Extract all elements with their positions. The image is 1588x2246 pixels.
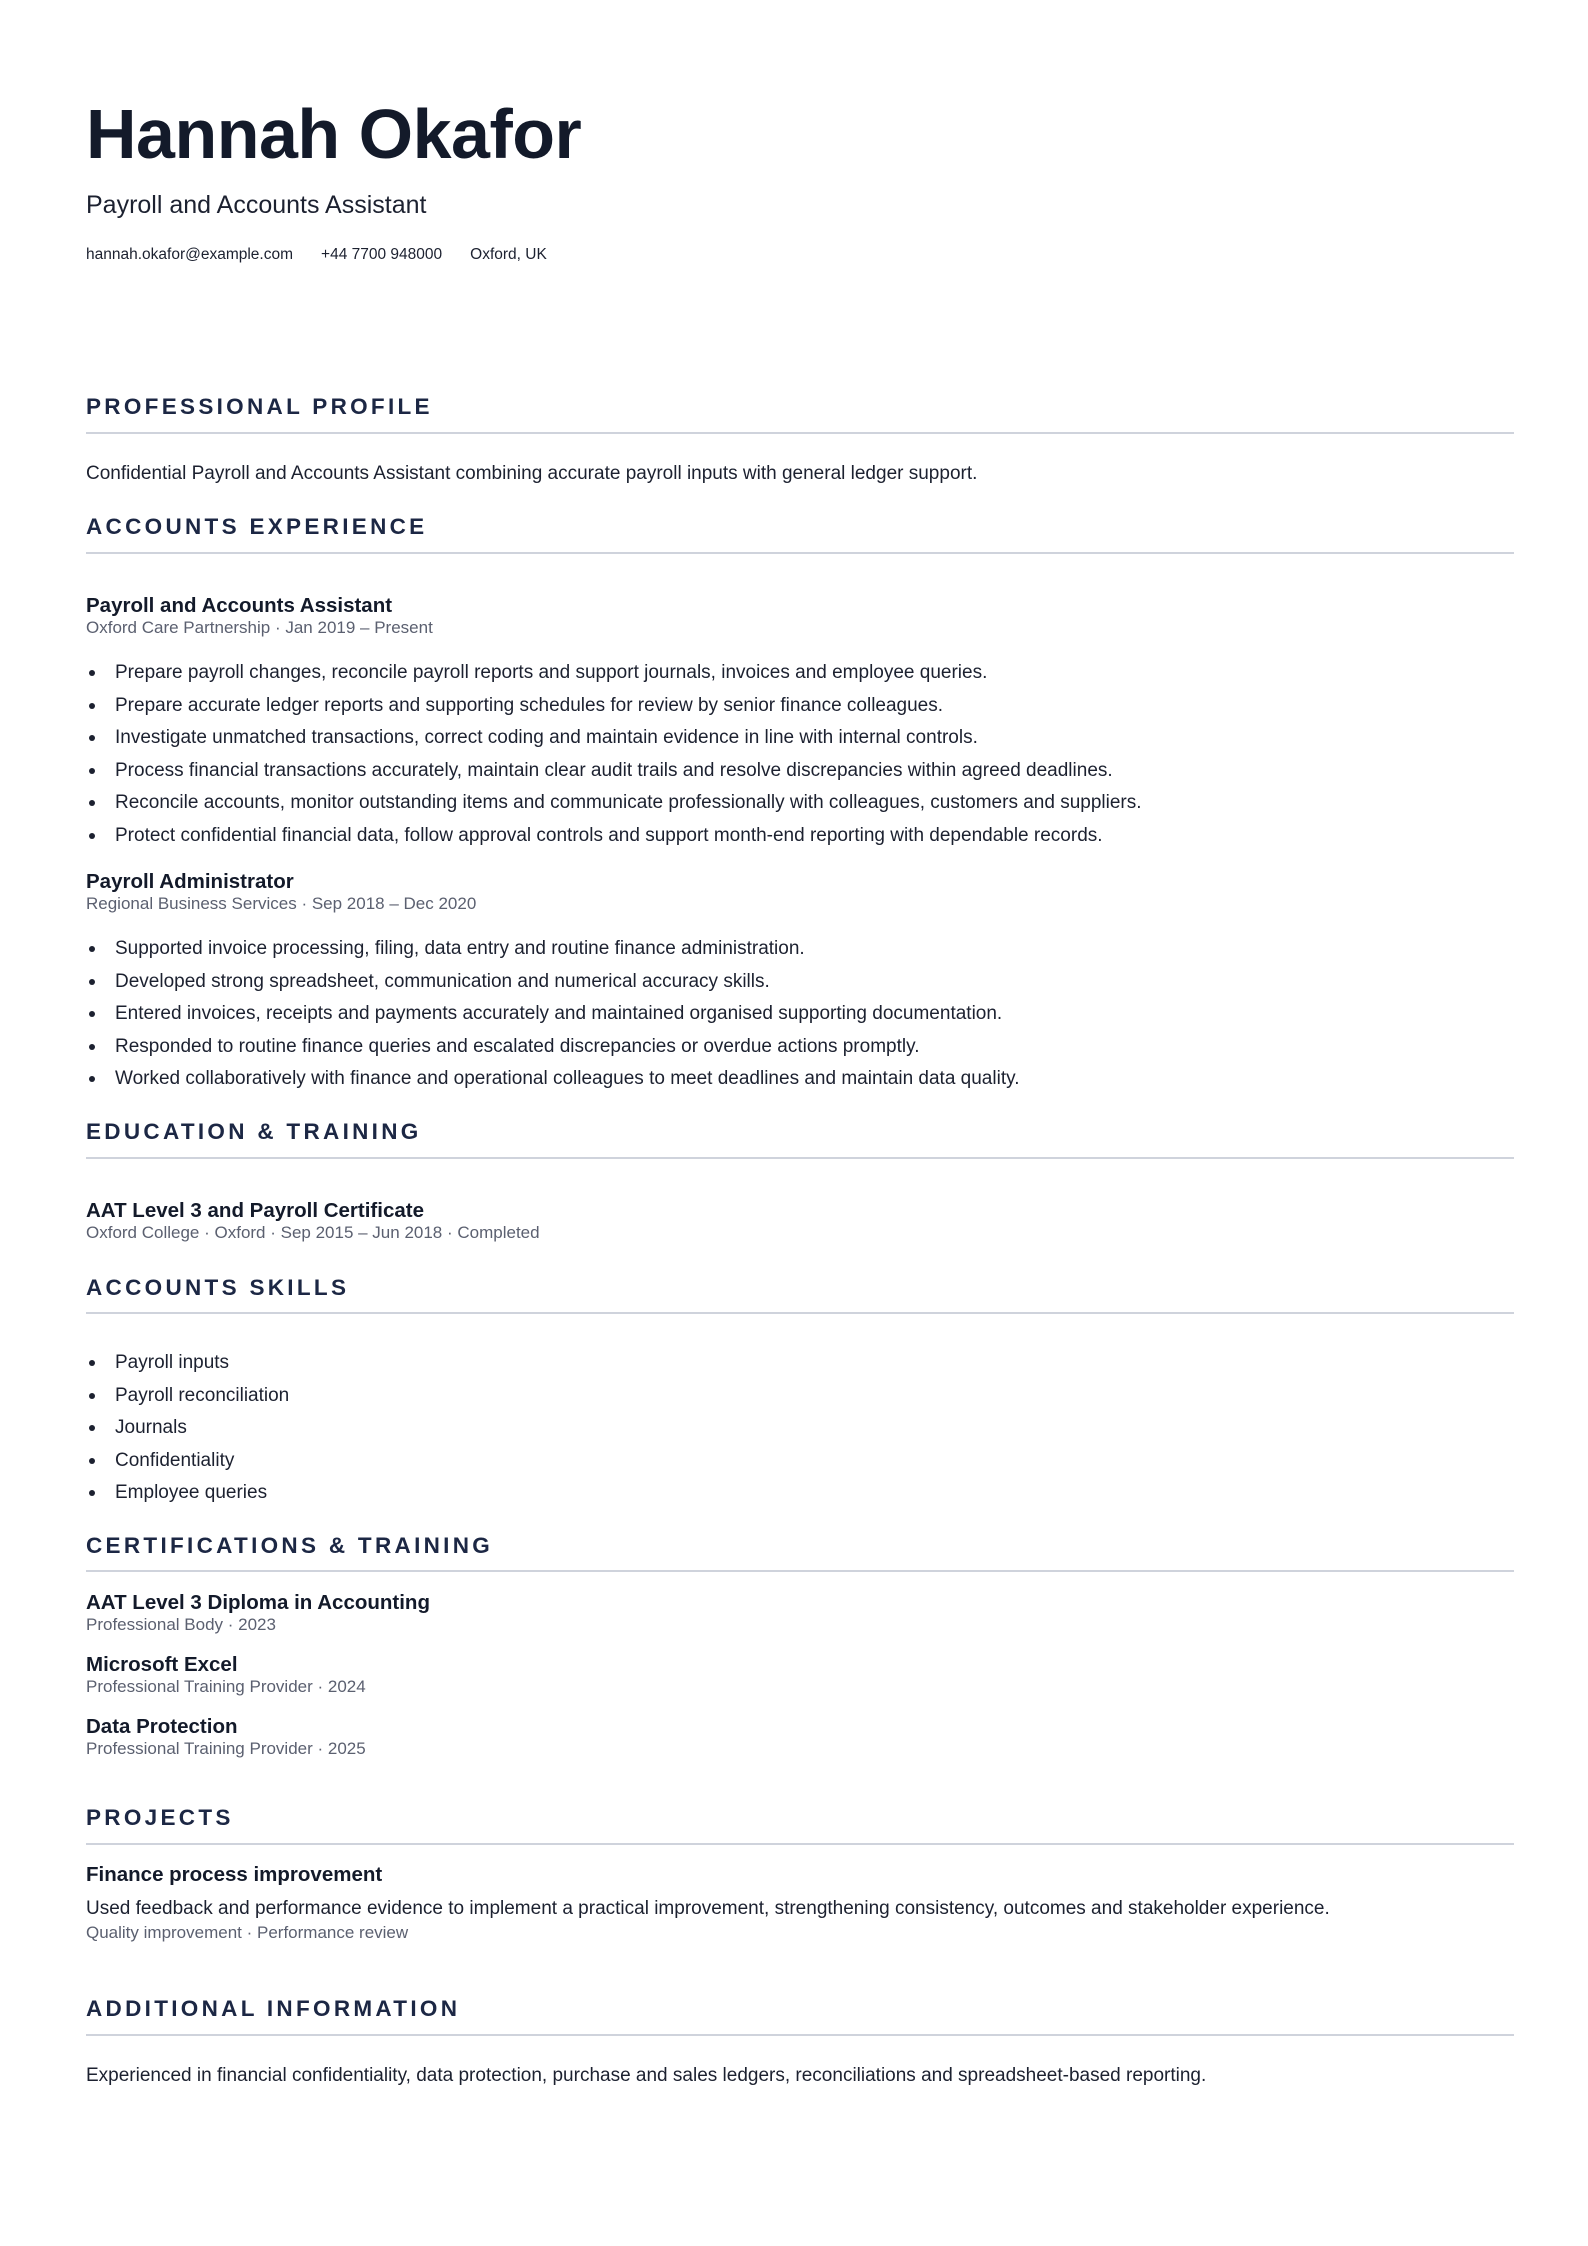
section-title-experience: ACCOUNTS EXPERIENCE xyxy=(86,514,428,539)
candidate-name: Hannah Okafor xyxy=(86,95,582,173)
section-divider xyxy=(86,2034,1514,2036)
list-item: Responded to routine finance queries and escalated discrepancies or overdue actions promptly. xyxy=(86,1034,1019,1067)
project-meta: Quality improvement · Performance review xyxy=(86,1923,409,1942)
certification-meta: Professional Body · 2023 xyxy=(86,1615,276,1634)
list-item: Prepare accurate ledger reports and supporting schedules for review by senior finance colleagues. xyxy=(86,693,1142,726)
bullet-icon xyxy=(89,1076,95,1082)
section-divider xyxy=(86,1312,1514,1314)
list-item: Prepare payroll changes, reconcile payroll reports and support journals, invoices and employee queries. xyxy=(86,660,1142,693)
contact-email[interactable]: hannah.okafor@example.com xyxy=(86,246,294,263)
job-title: Payroll and Accounts Assistant xyxy=(86,594,393,617)
bullet-icon xyxy=(89,703,95,709)
bullet-icon xyxy=(89,1044,95,1050)
section-divider xyxy=(86,432,1514,434)
list-item: Payroll inputs xyxy=(86,1350,289,1383)
job-bullets xyxy=(86,660,1142,855)
section-title-additional: ADDITIONAL INFORMATION xyxy=(86,1996,461,2021)
candidate-headline: Payroll and Accounts Assistant xyxy=(86,191,427,219)
list-item: Developed strong spreadsheet, communication and numerical accuracy skills. xyxy=(86,969,1019,1002)
section-divider xyxy=(86,1570,1514,1572)
job-meta: Regional Business Services · Sep 2018 – Dec 2020 xyxy=(86,894,477,913)
section-title-education: EDUCATION & TRAINING xyxy=(86,1119,422,1144)
list-item: Employee queries xyxy=(86,1480,289,1513)
list-item: Investigate unmatched transactions, correct coding and maintain evidence in line with internal controls. xyxy=(86,725,1142,758)
bullet-icon xyxy=(89,1425,95,1431)
project-name: Finance process improvement xyxy=(86,1863,383,1886)
section-title-profile: PROFESSIONAL PROFILE xyxy=(86,394,433,419)
list-item: Journals xyxy=(86,1415,289,1448)
project-description: Used feedback and performance evidence to implement a practical improvement, strengthening consistency, outcomes and stakeholder experience. xyxy=(86,1898,1330,1919)
certification-name: Microsoft Excel xyxy=(86,1653,238,1676)
list-item: Supported invoice processing, filing, data entry and routine finance administration. xyxy=(86,936,1019,969)
contact-line xyxy=(86,244,547,266)
certification-meta: Professional Training Provider · 2024 xyxy=(86,1677,366,1696)
bullet-icon xyxy=(89,735,95,741)
bullet-icon xyxy=(89,670,95,676)
section-divider xyxy=(86,552,1514,554)
bullet-icon xyxy=(89,979,95,985)
bullet-icon xyxy=(89,768,95,774)
section-divider xyxy=(86,1843,1514,1845)
list-item: Payroll reconciliation xyxy=(86,1383,289,1416)
list-item: Protect confidential financial data, follow approval controls and support month-end reporting with dependable records. xyxy=(86,823,1142,856)
section-title-skills: ACCOUNTS SKILLS xyxy=(86,1275,350,1300)
job-title: Payroll Administrator xyxy=(86,870,294,893)
contact-location: Oxford, UK xyxy=(470,246,547,263)
skills-list xyxy=(86,1350,289,1513)
section-title-projects: PROJECTS xyxy=(86,1805,234,1830)
bullet-icon xyxy=(89,800,95,806)
bullet-icon xyxy=(89,1011,95,1017)
bullet-icon xyxy=(89,833,95,839)
education-name: AAT Level 3 and Payroll Certificate xyxy=(86,1199,424,1222)
bullet-icon xyxy=(89,946,95,952)
section-title-certifications: CERTIFICATIONS & TRAINING xyxy=(86,1533,494,1558)
education-meta: Oxford College · Oxford · Sep 2015 – Jun 2018 · Completed xyxy=(86,1223,540,1242)
job-meta: Oxford Care Partnership · Jan 2019 – Present xyxy=(86,618,433,637)
certification-name: AAT Level 3 Diploma in Accounting xyxy=(86,1591,430,1614)
bullet-icon xyxy=(89,1393,95,1399)
additional-info: Experienced in financial confidentiality, data protection, purchase and sales ledgers, reconciliations and spreadsheet-based reporting. xyxy=(86,2065,1207,2086)
certification-name: Data Protection xyxy=(86,1715,238,1738)
bullet-icon xyxy=(89,1458,95,1464)
section-divider xyxy=(86,1157,1514,1159)
contact-phone[interactable]: +44 7700 948000 xyxy=(321,246,443,263)
list-item: Worked collaboratively with finance and operational colleagues to meet deadlines and maintain data quality. xyxy=(86,1066,1019,1099)
bullet-icon xyxy=(89,1360,95,1366)
bullet-icon xyxy=(89,1490,95,1496)
list-item: Process financial transactions accurately, maintain clear audit trails and resolve discrepancies within agreed deadlines. xyxy=(86,758,1142,791)
list-item: Reconcile accounts, monitor outstanding items and communicate professionally with colleagues, customers and suppliers. xyxy=(86,790,1142,823)
certification-meta: Professional Training Provider · 2025 xyxy=(86,1739,366,1758)
list-item: Confidentiality xyxy=(86,1448,289,1481)
list-item: Entered invoices, receipts and payments accurately and maintained organised supporting documentation. xyxy=(86,1001,1019,1034)
profile-summary: Confidential Payroll and Accounts Assistant combining accurate payroll inputs with general ledger support. xyxy=(86,463,978,484)
job-bullets xyxy=(86,936,1019,1099)
